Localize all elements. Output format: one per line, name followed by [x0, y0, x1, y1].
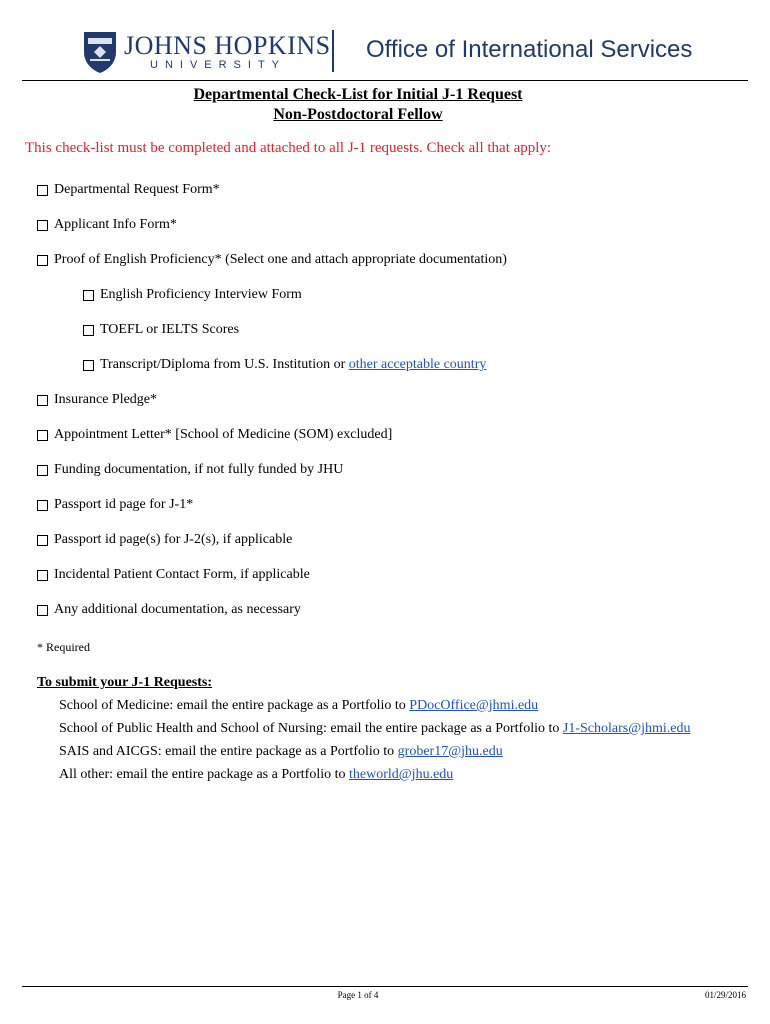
jhu-shield-logo-icon — [82, 30, 118, 74]
footer-rule — [22, 986, 748, 987]
logo-wordmark: JOHNS HOPKINS — [124, 31, 331, 60]
logo-subtext: UNIVERSITY — [150, 59, 287, 71]
instruction-text: This check-list must be completed and attached to all J-1 requests. Check all that apply: — [25, 140, 552, 156]
checklist-item-passport-j2[interactable] — [37, 532, 292, 548]
checkbox[interactable] — [37, 395, 48, 406]
checkbox[interactable] — [37, 605, 48, 616]
checklist-label: Any additional documentation, as necessary — [54, 602, 301, 617]
checkbox[interactable] — [37, 430, 48, 441]
header-divider — [332, 30, 334, 72]
checklist-label: Passport id page(s) for J-2(s), if applicable — [54, 532, 293, 547]
checklist-item-additional-docs[interactable] — [37, 602, 301, 618]
checkbox[interactable] — [37, 465, 48, 476]
checklist-item-appointment-letter[interactable] — [37, 427, 392, 443]
header-rule — [22, 80, 748, 81]
letterhead — [0, 0, 770, 82]
submit-text: School of Public Health and School of Nursing: email the entire package as a Portfolio to — [59, 721, 563, 736]
checkbox[interactable] — [37, 220, 48, 231]
checklist-item-patient-contact[interactable] — [37, 567, 310, 583]
checklist-label: Departmental Request Form* — [54, 182, 220, 197]
submit-text: SAIS and AICGS: email the entire package as a Portfolio to — [59, 744, 398, 759]
checklist-item-toefl-ielts[interactable] — [83, 322, 239, 338]
checklist-label: Incidental Patient Contact Form, if applicable — [54, 567, 310, 582]
submit-text: All other: email the entire package as a Portfolio to — [59, 767, 350, 782]
checklist-label: Appointment Letter* [School of Medicine (SOM) excluded] — [54, 427, 393, 442]
submit-text: School of Medicine: email the entire package as a Portfolio to — [59, 698, 410, 713]
email-link-pdoc[interactable]: PDocOffice@jhmi.edu — [409, 698, 539, 713]
checkbox[interactable] — [37, 500, 48, 511]
checklist-label: Passport id page for J-1* — [54, 497, 194, 512]
checklist-item-english-proficiency[interactable] — [37, 252, 507, 268]
submit-line-sais — [59, 744, 503, 760]
checkbox[interactable] — [37, 255, 48, 266]
checklist-label: Insurance Pledge* — [54, 392, 158, 407]
checkbox[interactable] — [37, 535, 48, 546]
document-title: Departmental Check-List for Initial J-1 Request — [193, 86, 523, 103]
submit-heading: To submit your J-1 Requests: — [37, 675, 213, 690]
submit-line-other — [59, 767, 453, 783]
email-link-j1-scholars[interactable]: J1-Scholars@jhmi.edu — [562, 721, 691, 736]
checklist-item-request-form[interactable] — [37, 182, 220, 198]
checklist-item-transcript[interactable] — [83, 357, 486, 373]
checklist-item-passport-j1[interactable] — [37, 497, 193, 513]
checklist-label: Funding documentation, if not fully funded by JHU — [54, 462, 344, 477]
checklist-label: Transcript/Diploma from U.S. Institution or — [100, 357, 349, 372]
acceptable-country-link[interactable]: other acceptable country — [348, 357, 487, 372]
checklist-label: TOEFL or IELTS Scores — [100, 322, 240, 337]
submit-line-public-health — [59, 721, 691, 737]
submit-line-som — [59, 698, 538, 714]
email-link-grober[interactable]: grober17@jhu.edu — [397, 744, 503, 759]
checklist-item-applicant-info[interactable] — [37, 217, 177, 233]
checklist-label: English Proficiency Interview Form — [100, 287, 302, 302]
page-number: Page 1 of 4 — [337, 990, 379, 1000]
checklist-item-interview-form[interactable] — [83, 287, 302, 303]
office-title: Office of International Services — [366, 36, 693, 63]
checkbox[interactable] — [83, 290, 94, 301]
checkbox[interactable] — [83, 325, 94, 336]
checklist-item-funding[interactable] — [37, 462, 343, 478]
checkbox[interactable] — [37, 185, 48, 196]
checklist-item-insurance[interactable] — [37, 392, 157, 408]
checkbox[interactable] — [83, 360, 94, 371]
document-subtitle: Non-Postdoctoral Fellow — [273, 106, 443, 123]
checklist-label: Applicant Info Form* — [54, 217, 177, 232]
checkbox[interactable] — [37, 570, 48, 581]
required-note: * Required — [37, 640, 90, 654]
email-link-theworld[interactable]: theworld@jhu.edu — [349, 767, 454, 782]
checklist-label: Proof of English Proficiency* (Select one and attach appropriate documentation) — [54, 252, 507, 267]
footer-date: 01/29/2016 — [704, 990, 746, 1000]
